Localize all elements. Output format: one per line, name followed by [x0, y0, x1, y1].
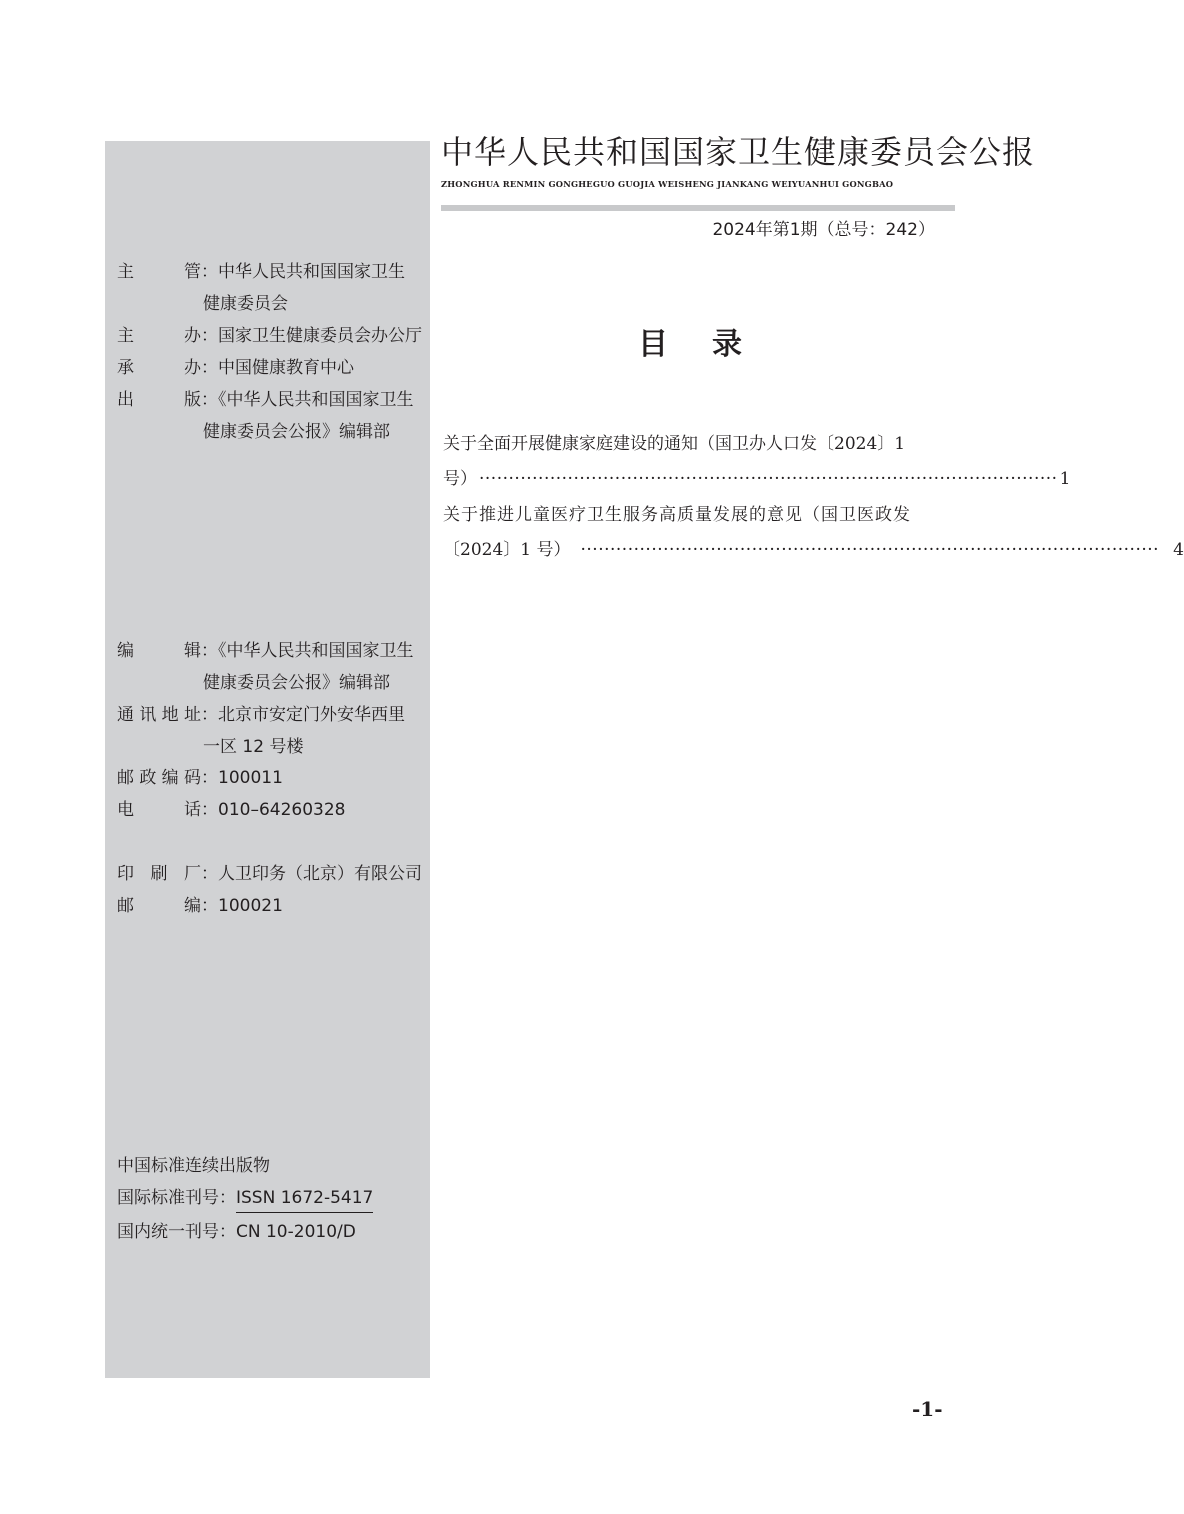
- issue-number: 2024年第1期（总号：242）: [712, 220, 935, 240]
- toc-item-2-page: 4: [1173, 540, 1184, 560]
- standard-publication: 中国标准连续出版物: [117, 1156, 270, 1176]
- address-label: 通讯地址: [117, 705, 201, 725]
- masthead-editor: [117, 641, 414, 661]
- colon: ：: [201, 800, 218, 820]
- toc-heading: 目录: [638, 327, 786, 362]
- colon: ：: [201, 768, 218, 788]
- masthead-address: [117, 705, 405, 725]
- undertaker-label: 承 办: [117, 358, 201, 378]
- colon: ：: [201, 262, 218, 282]
- masthead-organizer: [117, 326, 422, 346]
- address-value-cont: 一区 12 号楼: [203, 737, 304, 757]
- organizer-value: 国家卫生健康委员会办公厅: [218, 326, 422, 346]
- phone-label: 电 话: [117, 800, 201, 820]
- editor-value: 《中华人民共和国国家卫生: [218, 641, 414, 661]
- editor-label: 编 辑: [117, 641, 201, 661]
- sponsor-value-cont: 健康委员会: [203, 294, 288, 314]
- masthead-sponsor: [117, 262, 405, 282]
- toc-item-1-title[interactable]: [443, 433, 965, 455]
- cn-value: CN 10-2010/D: [236, 1222, 356, 1242]
- toc-item-1-entry[interactable]: [443, 468, 1071, 490]
- sponsor-label: 主 管: [117, 262, 201, 282]
- undertaker-value: 中国健康教育中心: [218, 358, 354, 378]
- toc-leader: ··································································································: [580, 540, 1160, 560]
- printer-value: 人卫印务（北京）有限公司: [218, 864, 422, 884]
- printer-label: 印 刷 厂: [117, 864, 201, 884]
- journal-title: 中华人民共和国国家卫生健康委员会公报: [441, 133, 1036, 171]
- printer-postcode-value: 100021: [218, 896, 283, 916]
- toc-item-2-title[interactable]: [443, 504, 965, 526]
- publisher-label: 出 版: [117, 390, 201, 410]
- organizer-label: 主 办: [117, 326, 201, 346]
- colon: ：: [201, 390, 218, 410]
- issn-value: ISSN 1672-5417: [236, 1188, 373, 1213]
- colon: ：: [201, 358, 218, 378]
- issn-label: 国际标准刊号：: [117, 1188, 236, 1208]
- toc-item-2-line1: 关于推进儿童医疗卫生服务高质量发展的意见（国卫医政发: [443, 505, 911, 525]
- phone-value: 010–64260328: [218, 800, 346, 820]
- toc-leader: ··································································································: [479, 469, 1058, 489]
- sponsor-value: 中华人民共和国国家卫生: [218, 262, 405, 282]
- toc-item-1-line1: 关于全面开展健康家庭建设的通知（国卫办人口发〔2024〕1: [443, 434, 906, 454]
- toc-item-1-line2: 号）: [443, 469, 477, 489]
- colon: ：: [201, 705, 218, 725]
- masthead-printer-postcode: [117, 896, 283, 916]
- masthead-publisher: [117, 390, 414, 410]
- printer-postcode-label: 邮 编: [117, 896, 201, 916]
- publisher-value-cont: 健康委员会公报》编辑部: [203, 422, 390, 442]
- masthead-undertaker: [117, 358, 354, 378]
- colon: ：: [201, 864, 218, 884]
- postcode-value: 100011: [218, 768, 283, 788]
- masthead-phone: [117, 800, 345, 820]
- postcode-label: 邮政编码: [117, 768, 201, 788]
- colon: ：: [201, 641, 218, 661]
- title-rule: [441, 205, 955, 211]
- colon: ：: [201, 896, 218, 916]
- toc-item-2-entry[interactable]: [443, 539, 1184, 561]
- cn-label: 国内统一刊号：: [117, 1222, 236, 1242]
- cn-row: [117, 1222, 356, 1242]
- masthead-postcode: [117, 768, 283, 788]
- toc-item-2-line2: 〔2024〕1 号）: [443, 540, 571, 560]
- masthead-printer: [117, 864, 422, 884]
- journal-pinyin: ZHONGHUA RENMIN GONGHEGUO GUOJIA WEISHENG JIANKANG WEIYUANHUI GONGBAO: [441, 179, 894, 189]
- editor-value-cont: 健康委员会公报》编辑部: [203, 673, 390, 693]
- publisher-value: 《中华人民共和国国家卫生: [218, 390, 414, 410]
- page-number: -1-: [912, 1397, 943, 1421]
- issn-row: [117, 1188, 373, 1213]
- colon: ：: [201, 326, 218, 346]
- toc-item-1-page: 1: [1059, 469, 1071, 489]
- address-value: 北京市安定门外安华西里: [218, 705, 405, 725]
